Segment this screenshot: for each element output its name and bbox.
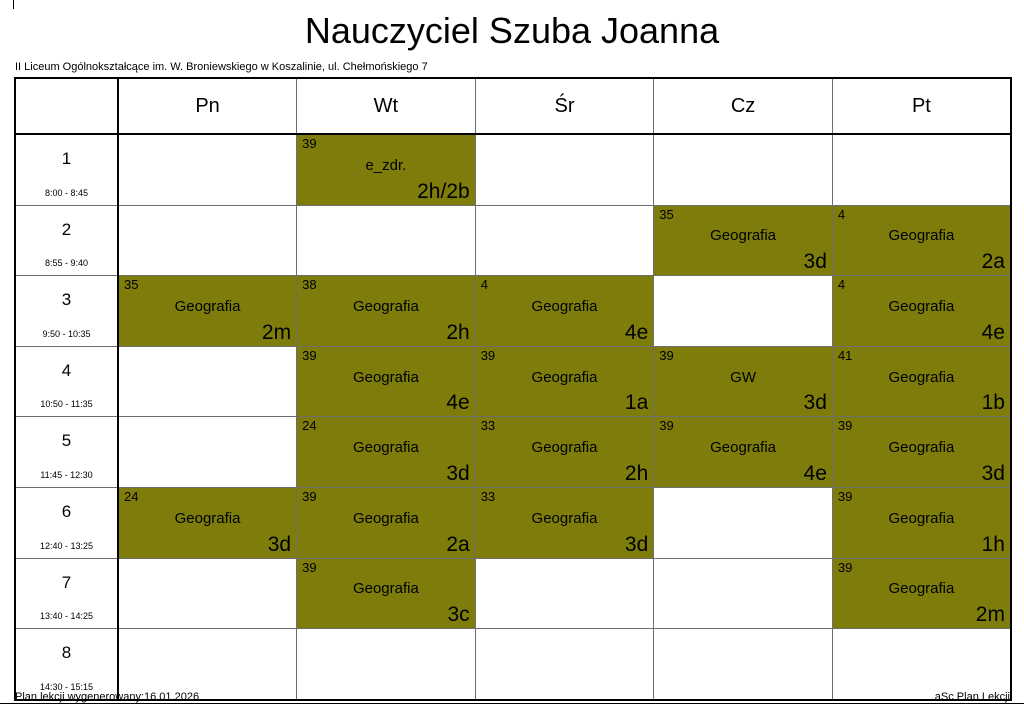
lesson-cell: [118, 276, 297, 347]
lesson-room: 39: [302, 347, 317, 363]
lesson-group: 3d: [803, 391, 827, 415]
empty-cell: [654, 558, 833, 629]
day-header: Cz: [654, 78, 833, 134]
lesson-room: 39: [302, 559, 317, 575]
period-number: 8: [61, 643, 72, 663]
lesson-group: 2m: [975, 603, 1005, 627]
period-label-cell: [15, 487, 118, 558]
lesson-group: 3d: [267, 532, 292, 556]
lesson-content: [119, 276, 296, 346]
lesson-subject: Geografia: [710, 439, 777, 457]
lesson-group: 4e: [624, 320, 649, 344]
lesson-cell: [832, 346, 1011, 417]
period-label-cell: [15, 417, 118, 488]
lesson-content: [476, 417, 654, 487]
lesson-content: [297, 559, 475, 629]
lesson-group: 2a: [981, 250, 1005, 274]
lesson-subject: Geografia: [174, 509, 241, 527]
lesson-group: 2h: [446, 320, 470, 344]
lesson-content: [476, 488, 654, 558]
period-number: 4: [61, 360, 72, 380]
period-row: [15, 134, 1011, 205]
lesson-content: [297, 347, 475, 417]
lesson-cell: [297, 558, 476, 629]
generated-date-label: Plan lekcji wygenerowany:16.01.2026: [15, 691, 200, 703]
empty-cell: [475, 629, 654, 700]
lesson-cell: [297, 346, 476, 417]
lesson-content: [297, 276, 475, 346]
lesson-room: 33: [480, 418, 496, 434]
empty-cell: [832, 629, 1011, 700]
day-header: Pn: [118, 78, 297, 134]
period-number: 6: [61, 501, 72, 521]
lesson-subject: Geografia: [352, 297, 419, 315]
day-header-row: [15, 78, 1011, 134]
period-label-cell: [15, 134, 118, 205]
lesson-room: 41: [837, 347, 853, 363]
lesson-cell: [475, 346, 654, 417]
period-row: [15, 629, 1011, 700]
period-number: 7: [61, 572, 72, 592]
lesson-room: 39: [659, 347, 674, 363]
corner-cell: [15, 78, 118, 134]
empty-cell: [297, 629, 476, 700]
lesson-subject: Geografia: [531, 297, 598, 315]
lesson-room: 39: [837, 418, 853, 434]
empty-cell: [118, 134, 297, 205]
lesson-group: 1b: [981, 391, 1005, 415]
lesson-subject: Geografia: [888, 368, 955, 386]
lesson-cell: [832, 205, 1011, 276]
lesson-subject: Geografia: [888, 580, 955, 598]
period-time: 12:40 - 13:25: [39, 540, 94, 551]
lesson-room: 39: [837, 559, 853, 575]
lesson-subject: e_zdr.: [365, 156, 407, 174]
period-time: 9:50 - 10:35: [42, 328, 91, 339]
lesson-group: 4e: [803, 461, 827, 485]
empty-cell: [475, 558, 654, 629]
period-time: 8:55 - 9:40: [44, 258, 89, 269]
lesson-room: 38: [302, 277, 317, 293]
lesson-subject: Geografia: [888, 439, 955, 457]
day-header: Śr: [475, 78, 654, 134]
lesson-content: [297, 135, 475, 205]
empty-cell: [654, 629, 833, 700]
lesson-content: [833, 347, 1010, 417]
lesson-room: 39: [480, 347, 496, 363]
lesson-subject: Geografia: [888, 509, 955, 527]
period-time: 8:00 - 8:45: [44, 187, 89, 198]
lesson-subject: Geografia: [888, 227, 955, 245]
lesson-cell: [297, 417, 476, 488]
footer-divider: [0, 703, 1024, 704]
period-label-cell: [15, 276, 118, 347]
period-row: [15, 205, 1011, 276]
lesson-subject: Geografia: [888, 297, 955, 315]
lesson-content: [833, 206, 1010, 276]
lesson-group: 1a: [624, 391, 649, 415]
lesson-content: [833, 488, 1010, 558]
period-time: 13:40 - 14:25: [39, 611, 94, 622]
lesson-room: 39: [837, 488, 853, 504]
day-header: Wt: [297, 78, 476, 134]
lesson-cell: [654, 346, 833, 417]
lesson-room: 4: [837, 277, 846, 293]
empty-cell: [475, 134, 654, 205]
empty-cell: [118, 629, 297, 700]
lesson-subject: Geografia: [352, 368, 419, 386]
lesson-subject: Geografia: [531, 368, 598, 386]
lesson-content: [654, 206, 832, 276]
period-row: [15, 417, 1011, 488]
lesson-cell: [832, 558, 1011, 629]
empty-cell: [832, 134, 1011, 205]
lesson-group: 3d: [624, 532, 649, 556]
empty-cell: [118, 205, 297, 276]
empty-cell: [118, 558, 297, 629]
period-row: [15, 487, 1011, 558]
lesson-content: [833, 417, 1010, 487]
lesson-content: [119, 488, 296, 558]
empty-cell: [475, 205, 654, 276]
lesson-subject: Geografia: [174, 297, 241, 315]
lesson-group: 3d: [981, 461, 1005, 485]
lesson-group: 2m: [261, 320, 292, 344]
empty-cell: [297, 205, 476, 276]
school-name: II Liceum Ogólnokształcące im. W. Broniewskiego w Koszalinie, ul. Chełmońskiego 7: [15, 61, 428, 73]
lesson-room: 39: [302, 488, 317, 504]
lesson-group: 3c: [447, 603, 470, 627]
page-title: Nauczyciel Szuba Joanna: [304, 10, 720, 51]
lesson-group: 3d: [446, 461, 470, 485]
period-number: 1: [61, 149, 72, 168]
lesson-content: [654, 417, 832, 487]
lesson-group: 2h: [624, 461, 649, 485]
lesson-cell: [475, 417, 654, 488]
period-time: 11:45 - 12:30: [40, 469, 93, 480]
lesson-subject: Geografia: [531, 439, 598, 457]
lesson-cell: [297, 276, 476, 347]
lesson-cell: [475, 276, 654, 347]
lesson-cell: [832, 417, 1011, 488]
lesson-cell: [832, 487, 1011, 558]
lesson-content: [297, 417, 475, 487]
lesson-room: 24: [302, 418, 317, 434]
period-label-cell: [15, 346, 118, 417]
empty-cell: [118, 346, 297, 417]
lesson-cell: [654, 417, 833, 488]
lesson-room: 33: [480, 488, 496, 504]
period-number: 3: [61, 290, 72, 310]
lesson-content: [476, 347, 654, 417]
period-time: 14:30 - 15:15: [39, 681, 94, 692]
lesson-group: 4e: [446, 391, 470, 415]
lesson-content: [833, 276, 1010, 346]
lesson-content: [476, 276, 654, 346]
lesson-content: [654, 347, 832, 417]
lesson-room: 35: [659, 206, 674, 222]
empty-cell: [118, 417, 297, 488]
empty-cell: [654, 487, 833, 558]
lesson-subject: Geografia: [710, 227, 777, 245]
lesson-content: [833, 559, 1010, 629]
asc-branding-label: aSc Plan Lekcji: [934, 691, 1010, 703]
lesson-group: 2a: [446, 532, 470, 556]
lesson-content: [297, 488, 475, 558]
lesson-room: 4: [837, 206, 846, 222]
lesson-cell: [475, 487, 654, 558]
lesson-group: 3d: [803, 250, 827, 274]
lesson-room: 39: [659, 418, 674, 434]
lesson-cell: [297, 134, 476, 205]
lesson-cell: [654, 205, 833, 276]
page-margin-tick: [13, 0, 14, 9]
period-time: 10:50 - 11:35: [40, 399, 93, 410]
period-row: [15, 346, 1011, 417]
period-number: 5: [61, 431, 72, 451]
day-header: Pt: [832, 78, 1011, 134]
empty-cell: [654, 276, 833, 347]
lesson-subject: GW: [730, 368, 756, 386]
lesson-subject: Geografia: [531, 509, 598, 527]
period-label-cell: [15, 205, 118, 276]
lesson-room: 35: [124, 277, 139, 293]
lesson-group: 1h: [981, 532, 1005, 556]
lesson-group: 2h/2b: [417, 179, 470, 203]
lesson-subject: Geografia: [352, 439, 419, 457]
lesson-cell: [118, 487, 297, 558]
empty-cell: [654, 134, 833, 205]
period-number: 2: [61, 219, 72, 239]
lesson-cell: [832, 276, 1011, 347]
lesson-room: 39: [302, 136, 317, 151]
period-row: [15, 558, 1011, 629]
lesson-subject: Geografia: [352, 580, 419, 598]
lesson-room: 4: [480, 277, 488, 293]
timetable-grid: [14, 77, 1012, 701]
period-row: [15, 276, 1011, 347]
lesson-subject: Geografia: [352, 509, 419, 527]
period-label-cell: [15, 629, 118, 700]
lesson-group: 4e: [981, 320, 1005, 344]
period-label-cell: [15, 558, 118, 629]
lesson-room: 24: [124, 488, 139, 504]
lesson-cell: [297, 487, 476, 558]
